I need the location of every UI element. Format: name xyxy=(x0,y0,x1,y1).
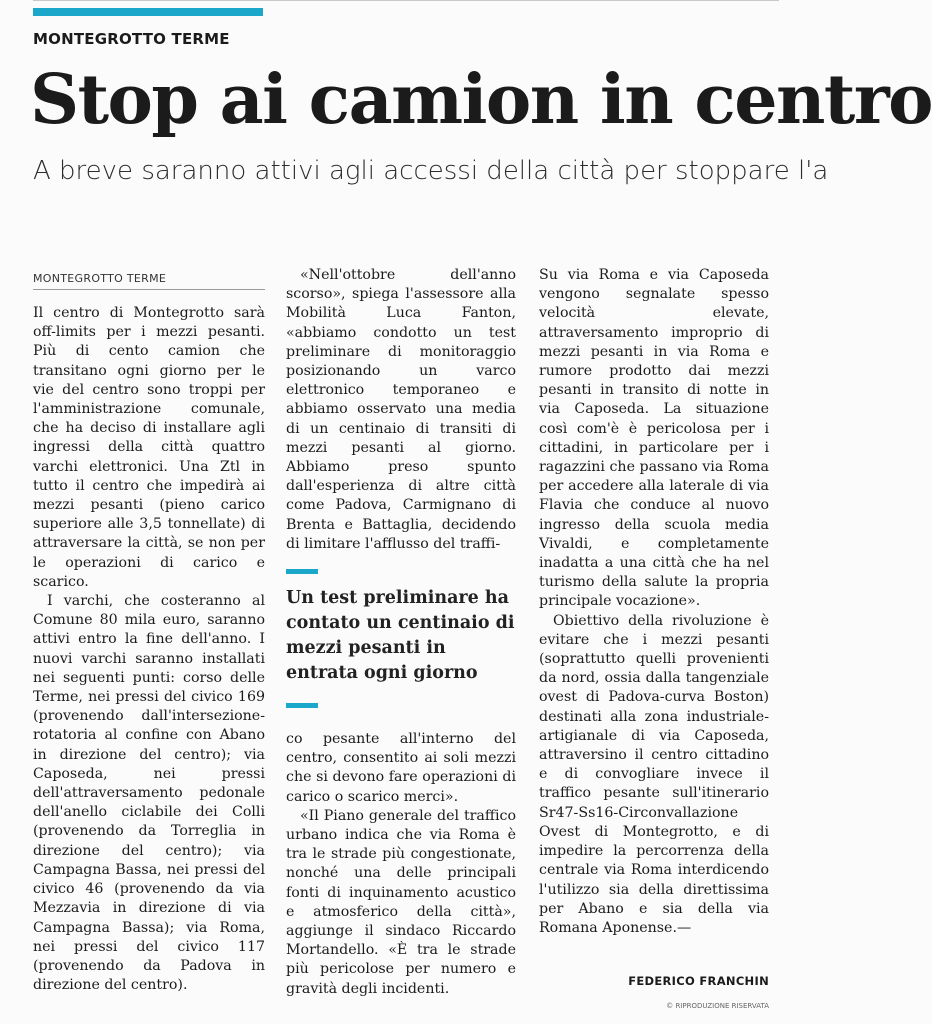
dateline: MONTEGROTTO TERME xyxy=(33,272,265,290)
column-3 xyxy=(539,266,769,938)
column-2-top xyxy=(286,266,516,554)
paragraph: co pesante all'interno del centro, consentito ai soli mezzi che si devono fare operazioni di carico o scarico merci». xyxy=(286,731,516,805)
paragraph: «Nell'ottobre dell'anno scorso», spiega l'assessore alla Mobilità Luca Fanton, «abbiamo condotto un test preliminare di monitoraggio posizionando un varco elettronico temporaneo e abbiamo osservato una media di un centinaio di transiti di mezzi pesanti al giorno. Abbiamo preso spunto dall'esperienza di altre città come Padova, Carmignano di Brenta e Battaglia, decidendo di limitare l'afflusso del traffi- xyxy=(286,267,516,552)
pull-quote-bar-top xyxy=(286,569,318,574)
paragraph: Obiettivo della rivoluzione è evitare che i mezzi pesanti (soprattutto quelli provenienti da nord, ossia dalla tangenziale ovest di Padova-curva Boston) destinati alla zona industriale-artigianale di via Caposeda, attraversino il centro cittadino e di convogliare invece il traffico pesante sull'itinerario Sr47-Ss16-Circonvallazione Ovest di Montegrotto, e di impedire la percorrenza della centrale via Roma interdicendo l'utilizzo sia della direttissima per Abano e sia della via Romana Aponense.— xyxy=(539,612,769,936)
paragraph: «Il Piano generale del traffico urbano indica che via Roma è tra le strade più congestionate, nonché una delle principali fonti di inquinamento acustico e atmosferico della città», aggiunge il sindaco Riccardo Mortandello. «È tra le strade più pericolose per numero e gravità degli incidenti. xyxy=(286,807,516,997)
section-accent-bar xyxy=(33,8,263,16)
column-1 xyxy=(33,304,265,995)
author-signature: FEDERICO FRANCHIN xyxy=(628,974,769,988)
pull-quote-bar-bottom xyxy=(286,703,318,708)
headline: Stop ai camion in centro xyxy=(30,60,932,140)
paragraph: I varchi, che costeranno al Comune 80 mila euro, saranno attivi entro la fine dell'anno. I nuovi varchi saranno installati nei seguenti punti: corso delle Terme, nei pressi del civico 169 (provenendo dall'intersezione-rotatoria al confine con Abano in direzione del centro); via Caposeda, nei pressi dell'attraversamento pedonale dell'anello ciclabile dei Colli (provenendo da Torreglia in direzione del centro); via Campagna Bassa, nei pressi del civico 46 (provenendo da via Mezzavia in direzione di via Campagna Bassa); via Roma, nei pressi del civico 117 (provenendo da Padova in direzione del centro). xyxy=(33,593,265,994)
column-2-bottom xyxy=(286,730,516,999)
kicker: MONTEGROTTO TERME xyxy=(33,30,230,48)
pull-quote: Un test preliminare ha contato un centinaio di mezzi pesanti in entrata ogni giorno xyxy=(286,588,515,683)
paragraph: Il centro di Montegrotto sarà off-limits per i mezzi pesanti. Più di cento camion che transitano ogni giorno per le vie del centro sono troppi per l'amministrazione comunale, che ha deciso di installare agli ingressi della città quattro varchi elettronici. Una Ztl in tutto il centro che impedirà ai mezzi pesanti (pieno carico superiore alle 3,5 tonnellate) di attraversare la città, se non per le operazioni di carico e scarico. xyxy=(33,305,265,590)
paragraph: Su via Roma e via Caposeda vengono segnalate spesso velocità elevate, attraversamento improprio di mezzi pesanti in via Roma e rumore prodotto dai mezzi pesanti in transito di notte in via Caposeda. La situazione così com'è è pericolosa per i cittadini, in particolare per i ragazzini che passano via Roma per accedere alla laterale di via Flavia che conduce al nuovo ingresso della scuola media Vivaldi, e completamente inadatta a una città che ha nel turismo della salute la propria principale vocazione». xyxy=(539,267,769,610)
subtitle: A breve saranno attivi agli accessi della città per stoppare l'a xyxy=(33,156,829,186)
top-rule xyxy=(33,0,779,1)
copyright-notice: © RIPRODUZIONE RISERVATA xyxy=(666,1002,769,1010)
